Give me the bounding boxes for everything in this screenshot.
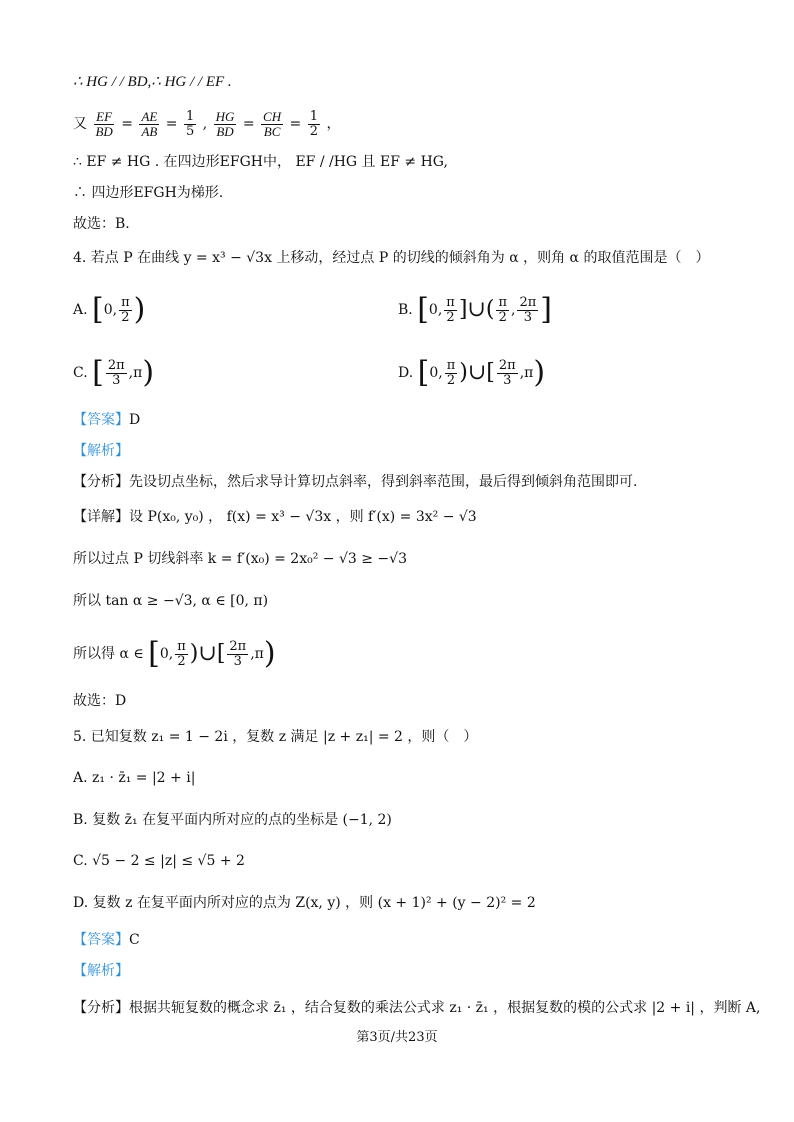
- fraction-pi-over-2: $\frac{\pi}{2}$: [121, 294, 130, 325]
- q4-option-a: A. [0, $\frac{\pi}{2}$ ): [73, 292, 146, 327]
- q4-answer: 【答案】D: [73, 412, 141, 428]
- proof-line-parallel: ∴ HG / / BD,∴ HG / / EF .: [73, 74, 232, 90]
- fraction-ae-ab: $\frac{AE}{AB}$: [141, 108, 158, 139]
- fraction-2pi-over-3: $\frac{2\pi}{3}$: [498, 357, 516, 388]
- q4-option-b: B. [0, $\frac{\pi}{2}$ ]∪( $\frac{\pi}{2}$ , $\frac{2\pi}{3}$ ]: [398, 292, 552, 327]
- fraction-pi-over-2: $\frac{\pi}{2}$: [446, 294, 455, 325]
- q4-analysis: 【分析】先设切点坐标，然后求导计算切点斜率，得到斜率范围，最后得到倾斜角范围即可.: [73, 474, 638, 490]
- ratio-prefix: 又: [73, 116, 87, 132]
- q5-explanation-heading: 【解析】: [73, 963, 129, 979]
- page-footer: 第3页/共23页: [356, 1030, 438, 1045]
- fraction-one-fifth: $\frac{1}{5}$: [185, 108, 195, 139]
- fraction-pi-over-2: $\frac{\pi}{2}$: [498, 294, 507, 325]
- proof-line-ratios: 又 $\frac{EF}{BD}$ = $\frac{AE}{AB}$ = $\frac{1}{5}$ , $\frac{HG}{BD}$ = $\frac{CH}{BC}$ = $\frac{1}{2}$ ，: [73, 108, 341, 139]
- fraction-2pi-over-3: $\frac{2\pi}{3}$: [229, 638, 247, 669]
- q4-tan-line: 所以 tan α ≥ −√3, α ∈ [0, π): [73, 593, 269, 609]
- fraction-pi-over-2: $\frac{\pi}{2}$: [177, 638, 186, 669]
- q4-result-line: 所以得 α ∈ [0, $\frac{\pi}{2}$ )∪[ $\frac{2\pi}{3}$ ,π): [73, 636, 276, 671]
- q5-answer: 【答案】C: [73, 932, 140, 948]
- question-4-stem: 4. 若点 P 在曲线 y = x³ − √3x 上移动，经过点 P 的切线的倾斜角为 α ，则角 α 的取值范围是（ ）: [73, 250, 710, 266]
- fraction-2pi-over-3: $\frac{2\pi}{3}$: [519, 294, 537, 325]
- q5-option-c: C. √5 − 2 ≤ |z| ≤ √5 + 2: [73, 853, 245, 869]
- fraction-hg-bd: $\frac{HG}{BD}$: [215, 108, 235, 139]
- q4-detail: 【详解】设 P(x₀, y₀) ， f(x) = x³ − √3x ，则 f′(x) = 3x² − √3: [73, 509, 477, 525]
- q4-option-d: D. [0, $\frac{\pi}{2}$ )∪[ $\frac{2\pi}{3}$ ,π): [398, 355, 546, 390]
- proof-line-trapezoid-condition: ∴ EF ≠ HG . 在四边形EFGH中， EF / /HG 且 EF ≠ HG,: [73, 154, 448, 170]
- q5-option-b: B. 复数 z̄₁ 在复平面内所对应的点的坐标是 (−1, 2): [73, 812, 392, 828]
- q4-option-c: C. [ $\frac{2\pi}{3}$ ,π): [73, 355, 155, 390]
- proof-line-conclusion: ∴ 四边形EFGH为梯形.: [73, 185, 224, 201]
- question-5-stem: 5. 已知复数 z₁ = 1 − 2i ，复数 z 满足 |z + z₁| = 2 ，则（ ）: [73, 729, 478, 745]
- q4-slope-line: 所以过点 P 切线斜率 k = f′(x₀) = 2x₀² − √3 ≥ −√3: [73, 551, 407, 567]
- q5-option-d: D. 复数 z 在复平面内所对应的点为 Z(x, y) ，则 (x + 1)² + (y − 2)² = 2: [73, 895, 536, 911]
- fraction-ef-bd: $\frac{EF}{BD}$: [95, 108, 113, 139]
- fraction-2pi-over-3: $\frac{2\pi}{3}$: [107, 357, 125, 388]
- q5-analysis: 【分析】根据共轭复数的概念求 z̄₁ ，结合复数的乘法公式求 z₁ · z̄₁ ，根据复数的模的公式求 |2 + i| ，判断 A,: [73, 1000, 761, 1016]
- q5-option-a: A. z₁ · z̄₁ = |2 + i|: [73, 770, 196, 786]
- fraction-ch-bc: $\frac{CH}{BC}$: [263, 108, 282, 139]
- choice-line-q3: 故选：B.: [73, 216, 130, 232]
- q4-explanation-heading: 【解析】: [73, 443, 129, 459]
- fraction-one-half: $\frac{1}{2}$: [309, 108, 319, 139]
- q4-choice-line: 故选：D: [73, 693, 127, 709]
- fraction-pi-over-2: $\frac{\pi}{2}$: [446, 357, 456, 388]
